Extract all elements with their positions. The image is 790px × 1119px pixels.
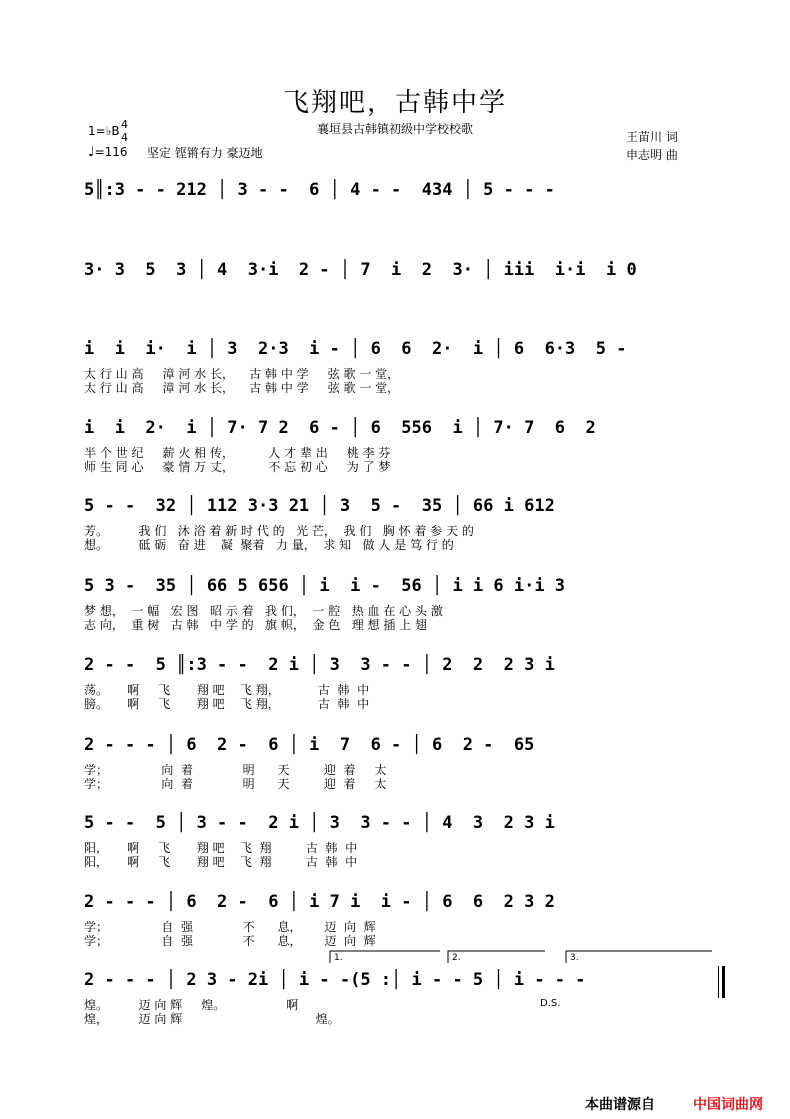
lyric-line-9-2: 阳， 啊 飞 翔 吧 飞 翔 古 韩 中 [84, 855, 358, 869]
volta-brackets [0, 945, 790, 975]
volta-3-label: 3. [570, 953, 579, 963]
lyric-line-4-1: 半 个 世 纪 薪 火 相 传， 人 才 辈 出 桃 李 芬 [84, 446, 391, 460]
source-label: 本曲谱源自 [585, 1097, 655, 1113]
lyric-line-10-1: 学； 自 强 不 息， 迈 向 辉 [84, 920, 376, 934]
notation-row-3: i i i· i │ 3 2·3 i - │ 6 6 2· i │ 6 6·3 5 - [84, 339, 627, 359]
time-top: 4 [121, 118, 128, 131]
volta-2 [448, 951, 545, 963]
volta-3 [566, 951, 712, 963]
lyricist-credit: 王苗川 词 [626, 130, 678, 144]
lyric-line-6-2: 志 向， 重 树 古 韩 中 学 的 旗 帜， 金 色 理 想 插 上 翅 [84, 618, 427, 632]
performance-style: 坚定 铿锵有力 豪迈地 [147, 146, 263, 160]
notation-row-11: 2 - - - │ 2 3 - 2i │ i - -(5 :│ i - - 5 │ i - - - [84, 970, 586, 990]
notation-row-10: 2 - - - │ 6 2 - 6 │ i 7 i i - │ 6 6 2 3 2 [84, 892, 555, 912]
lyric-line-7-2: 膀。 啊 飞 翔 吧 飞 翔， 古 韩 中 [84, 697, 370, 711]
notation-row-7: 2 - - 5 ║:3 - - 2 i │ 3 3 - - │ 2 2 2 3 i [84, 655, 555, 675]
tempo-value: =116 [94, 145, 128, 159]
notation-row-2: 3· 3 5 3 │ 4 3·i 2 - │ 7 i 2 3· │ iii i·i i 0 [84, 260, 637, 280]
lyric-line-8-1: 学； 向 着 明 天 迎 着 太 [84, 763, 387, 777]
key-signature [88, 124, 120, 138]
lyric-line-6-1: 梦 想， 一 幅 宏 图 昭 示 着 我 们， 一 腔 热 血 在 心 头 激 [84, 604, 443, 618]
composer-credit: 申志明 曲 [626, 148, 678, 162]
song-subtitle: 襄垣县古韩镇初级中学校校歌 [316, 122, 473, 136]
lyric-line-4-2: 师 生 同 心 豪 情 万 丈， 不 忘 初 心 为 了 梦 [84, 460, 391, 474]
lyric-line-8-2: 学； 向 着 明 天 迎 着 太 [84, 777, 387, 791]
final-barline-thick [722, 966, 725, 998]
quarter-note-icon: ♩ [88, 144, 95, 160]
lyric-line-5-2: 想。 砥 砺 奋 进 凝 聚着 力 量， 求 知 做 人 是 笃 行 的 [84, 538, 454, 552]
time-bottom: 4 [121, 131, 128, 144]
lyric-line-11-1: 煌。 迈 向 辉 煌。 啊 [84, 998, 345, 1012]
notation-row-6: 5 3 - 35 │ 66 5 656 │ i i - 56 │ i i 6 i·i 3 [84, 576, 566, 596]
tempo-marking [88, 144, 128, 160]
lyric-line-10-2: 学； 自 强 不 息， 迈 向 辉 [84, 934, 376, 948]
key-label: 1=♭B [88, 124, 120, 138]
song-title: 飞翔吧，古韩中学 [282, 88, 507, 118]
final-barline-thin [718, 966, 719, 998]
lyric-line-7-1: 荡。 啊 飞 翔 吧 飞 翔， 古 韩 中 [84, 683, 370, 697]
lyric-line-9-1: 阳， 啊 飞 翔 吧 飞 翔 古 韩 中 [84, 841, 358, 855]
notation-row-5: 5 - - 32 │ 112 3·3 21 │ 3 5 - 35 │ 66 i 612 [84, 496, 555, 516]
lyric-line-3-2: 太 行 山 高 漳 河 水 长， 古 韩 中 学 弦 歌 一 堂， [84, 381, 400, 395]
dal-segno-mark: D.S. [540, 998, 561, 1009]
time-signature [121, 118, 128, 144]
site-name: 中国词曲网 [693, 1097, 763, 1113]
lyric-line-5-1: 芳。 我 们 沐 浴 着 新 时 代 的 光 芒， 我 们 胸 怀 着 参 天 的 [84, 524, 474, 538]
lyric-line-3-1: 太 行 山 高 漳 河 水 长， 古 韩 中 学 弦 歌 一 堂， [84, 367, 400, 381]
notation-row-4: i i 2· i │ 7· 7 2 6 - │ 6 556 i │ 7· 7 6 2 [84, 418, 596, 438]
notation-row-9: 5 - - 5 │ 3 - - 2 i │ 3 3 - - │ 4 3 2 3 i [84, 813, 555, 833]
volta-1 [330, 951, 440, 963]
lyric-line-11-2: 煌， 迈 向 辉 煌。 [84, 1012, 340, 1026]
volta-2-label: 2. [452, 953, 461, 963]
volta-1-label: 1. [334, 953, 343, 963]
notation-row-8: 2 - - - │ 6 2 - 6 │ i 7 6 - │ 6 2 - 65 [84, 735, 535, 755]
notation-row-1: 5║:3 - - 212 │ 3 - - 6 │ 4 - - 434 │ 5 - - - [84, 180, 555, 200]
